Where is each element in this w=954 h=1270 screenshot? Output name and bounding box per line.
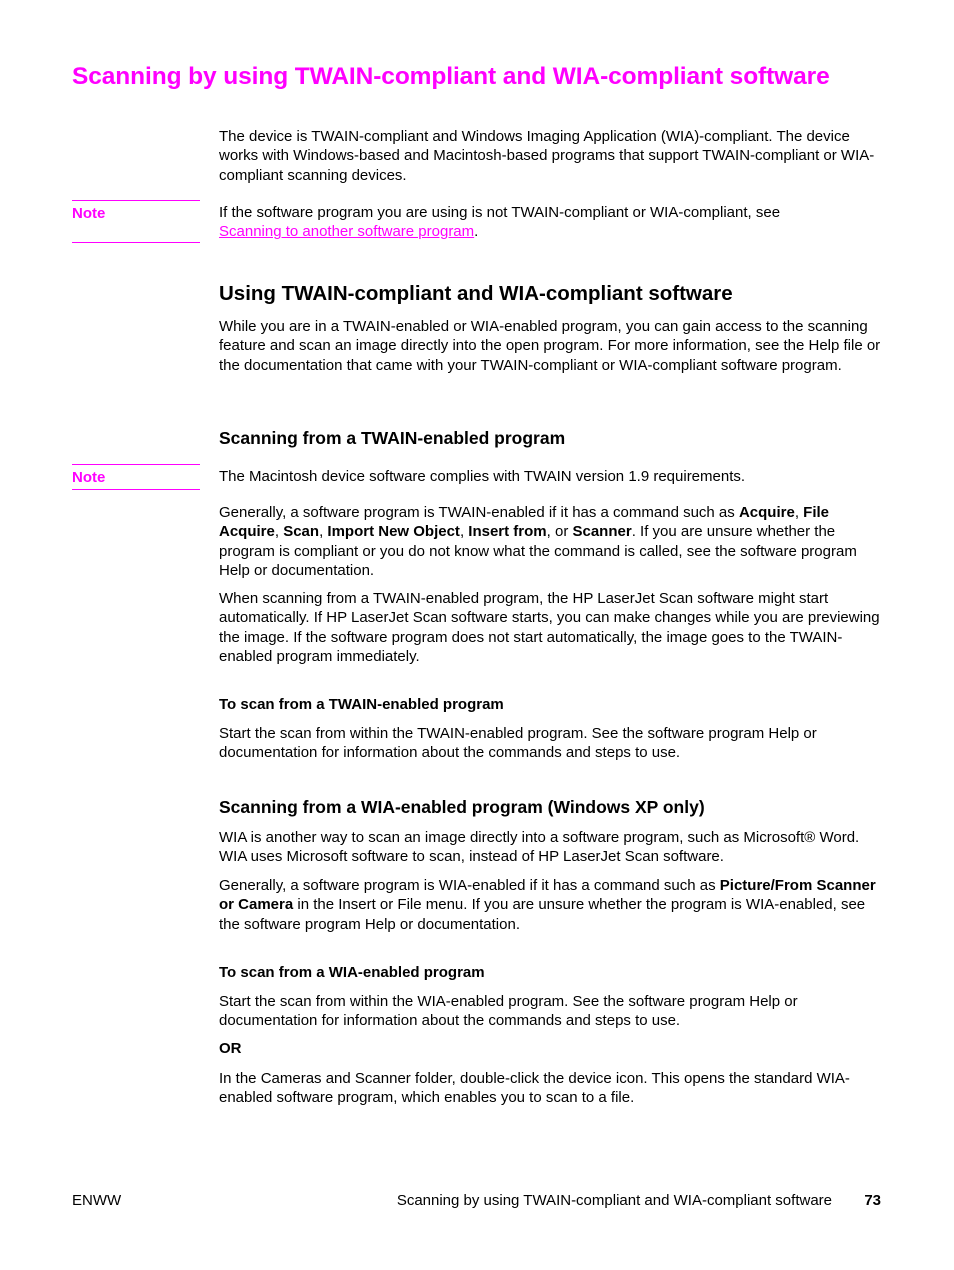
note-label: Note: [72, 469, 106, 486]
or-label: OR: [219, 1040, 242, 1057]
wia-paragraph-2: Generally, a software program is WIA-enabled if it has a command such as Picture/From Scanner or Camera in the Insert or File menu. If you are unsure whether the program is WIA-enabled, see the software program Help or documentation.: [219, 877, 876, 933]
note-text-before: If the software program you are using is not TWAIN-compliant or WIA-compliant, see: [219, 204, 781, 221]
scanning-to-another-program-link[interactable]: Scanning to another software program: [219, 223, 475, 241]
note-text: [219, 203, 889, 242]
note-rule-bottom: [72, 242, 200, 243]
note-text-after: .: [474, 223, 479, 241]
page-number: 73: [864, 1192, 881, 1209]
footer-chapter: Scanning by using TWAIN-compliant and WIA-compliant software: [396, 1192, 832, 1209]
note-label: Note: [72, 205, 106, 222]
wia-procedure-heading: To scan from a WIA-enabled program: [219, 964, 485, 981]
footer-left: ENWW: [72, 1192, 122, 1209]
wia-alternative-text: In the Cameras and Scanner folder, double-click the device icon. This opens the standard WIA-enabled software program, which enables you to scan to a file.: [219, 1070, 850, 1107]
twain-heading: Scanning from a TWAIN-enabled program: [219, 428, 566, 448]
twain-procedure-heading: To scan from a TWAIN-enabled program: [219, 696, 504, 713]
note-rule-top: [72, 464, 200, 465]
twain-paragraph-2: When scanning from a TWAIN-enabled program, the HP LaserJet Scan software might start automatically. If HP LaserJet Scan software starts, you can make changes while you are previewing the image. If the software program does not start automatically, the image goes to the TWAIN-enabled program immediately.: [219, 590, 880, 665]
section-heading: Using TWAIN-compliant and WIA-compliant software: [219, 282, 733, 305]
wia-heading: Scanning from a WIA-enabled program (Windows XP only): [219, 797, 705, 817]
note-rule-bottom: [72, 489, 200, 490]
twain-procedure-text: Start the scan from within the TWAIN-enabled program. See the software program Help or documentation for information about the commands and steps to use.: [219, 725, 817, 762]
twain-paragraph-1: Generally, a software program is TWAIN-enabled if it has a command such as Acquire, File Acquire, Scan, Import New Object, Insert from, or Scanner. If you are unsure whether the program is compliant or you do not know what the command is called, see the software program Help or documentation.: [219, 504, 857, 579]
wia-procedure-text: Start the scan from within the WIA-enabled program. See the software program Help or documentation for information about the commands and steps to use.: [219, 993, 798, 1030]
note-rule-top: [72, 200, 200, 201]
intro-paragraph: The device is TWAIN-compliant and Windows Imaging Application (WIA)-compliant. The device works with Windows-based and Macintosh-based programs that support TWAIN-compliant or WIA-compliant scanning devices.: [219, 128, 875, 184]
wia-paragraph-1: WIA is another way to scan an image directly into a software program, such as Microsoft® Word. WIA uses Microsoft software to scan, instead of HP LaserJet Scan software.: [219, 829, 860, 866]
twain-note-text: The Macintosh device software complies with TWAIN version 1.9 requirements.: [219, 468, 746, 485]
section-paragraph: While you are in a TWAIN-enabled or WIA-enabled program, you can gain access to the scanning feature and scan an image directly into the open program. For more information, see the Help file or the documentation that came with your TWAIN-compliant or WIA-compliant software program.: [219, 318, 881, 374]
page-title: Scanning by using TWAIN-compliant and WIA-compliant software: [72, 63, 830, 90]
